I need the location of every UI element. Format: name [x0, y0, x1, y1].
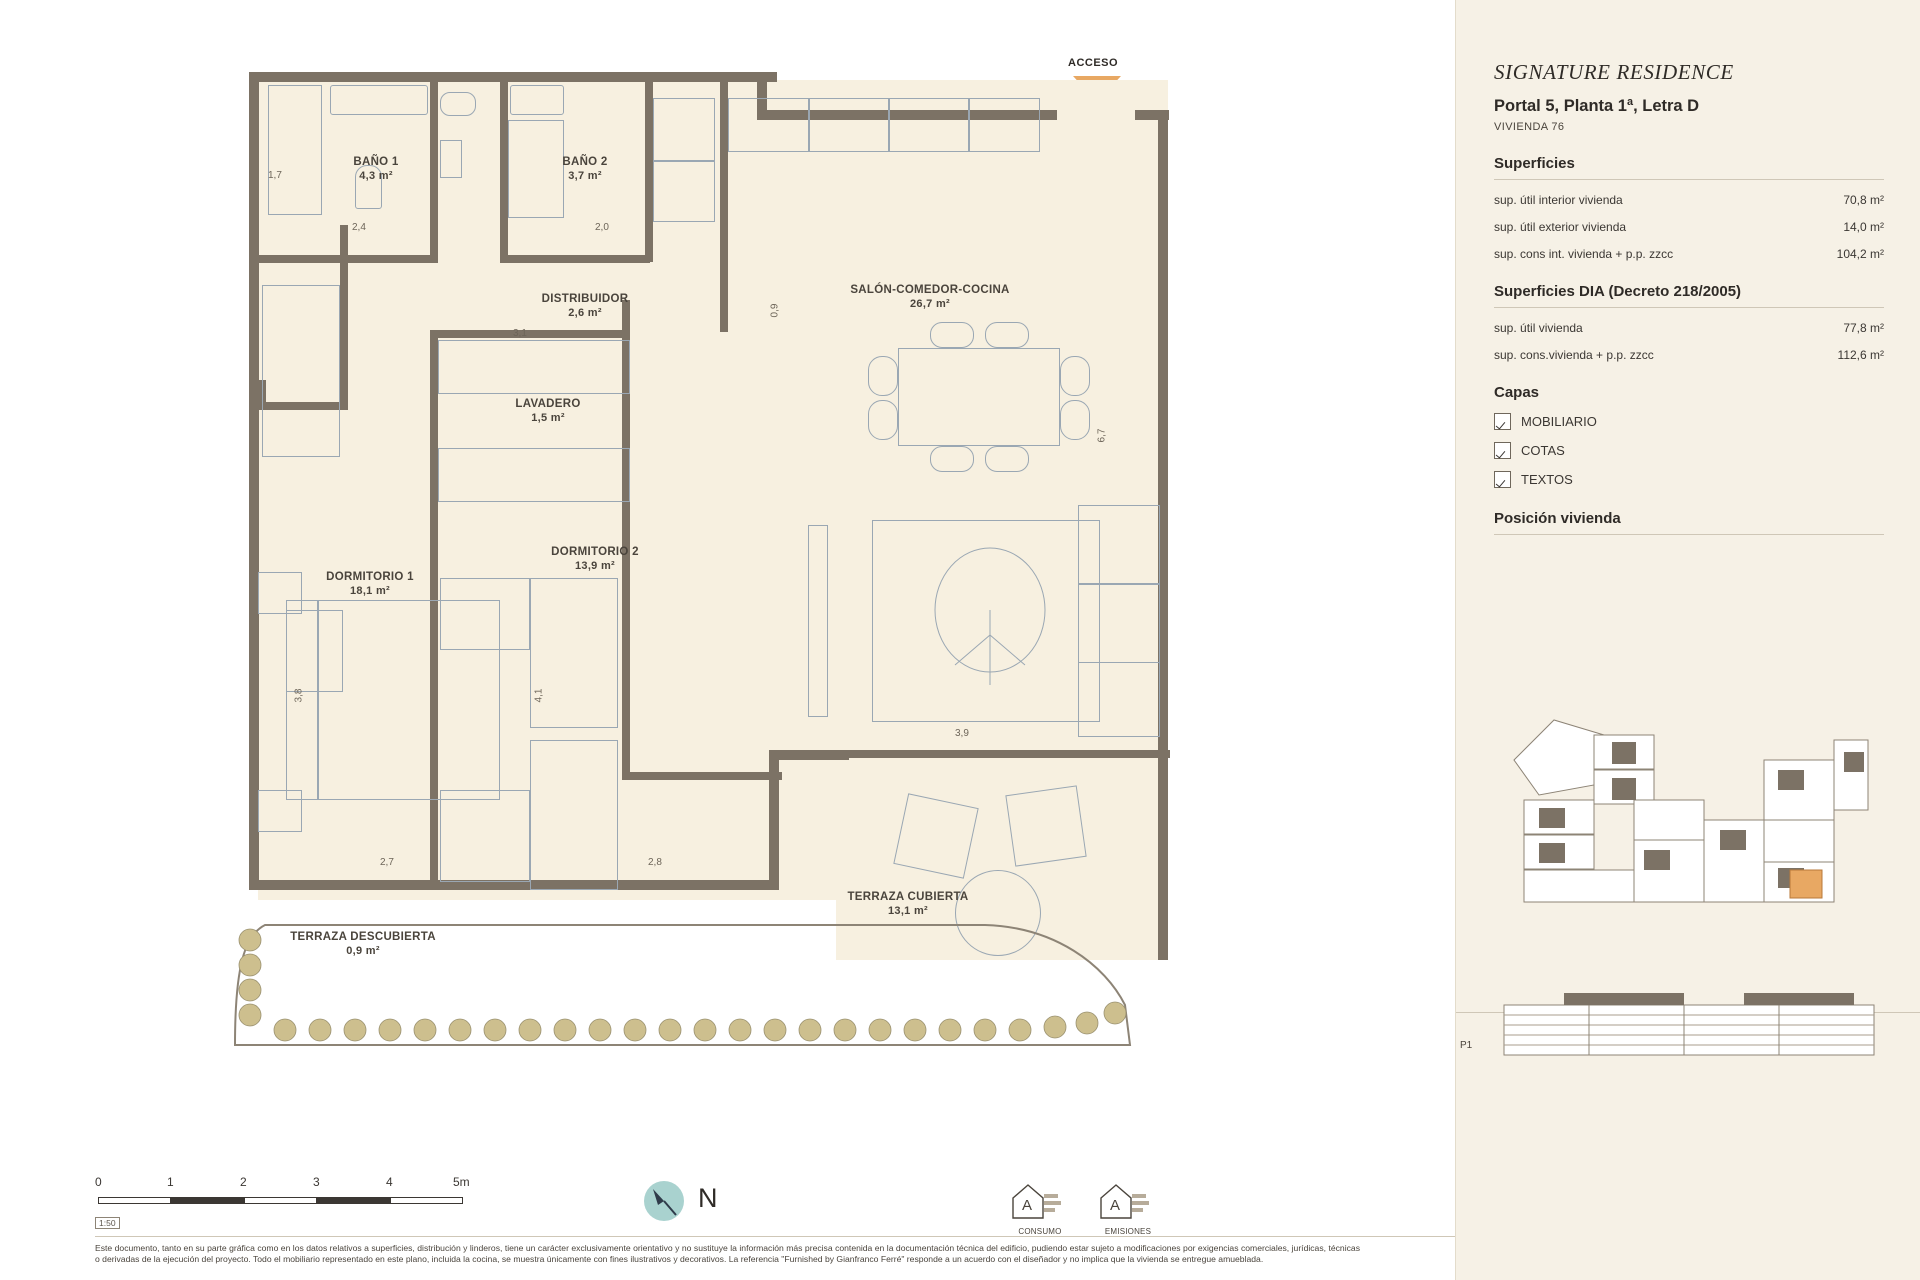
surface-label: sup. cons int. vivienda + p.p. zzcc: [1494, 247, 1674, 261]
kitchen-counter: [653, 160, 715, 222]
layer-label: TEXTOS: [1521, 472, 1573, 487]
room-label-distribuidor: [505, 292, 665, 320]
wall-partition: [500, 255, 650, 263]
scale-seg: [244, 1197, 317, 1204]
dining-chair: [1060, 356, 1090, 396]
scale-bar: [95, 1175, 495, 1228]
dining-table: [898, 348, 1060, 446]
room-label-dormitorio-1: [290, 570, 450, 598]
energy-emisiones: [1098, 1180, 1158, 1236]
wall-top-left: [249, 72, 777, 82]
bed-single: [530, 740, 618, 890]
surface-value: 14,0 m²: [1843, 220, 1884, 234]
room-label-salon: [790, 283, 1070, 311]
dimension-2-8: 2,8: [648, 857, 662, 868]
wall-left: [249, 72, 259, 890]
wardrobe: [440, 790, 530, 882]
wall-partition: [340, 225, 348, 405]
dining-chair: [868, 356, 898, 396]
dimension-2-7: 2,7: [380, 857, 394, 868]
shower-fixture: [268, 85, 322, 215]
desk: [440, 578, 530, 650]
room-area: 26,7 m²: [909, 298, 950, 310]
divider: [1494, 307, 1884, 308]
dimension-4-1: 4,1: [533, 688, 545, 703]
energy-consumo-label: CONSUMO: [1018, 1227, 1062, 1236]
scale-seg: [317, 1197, 390, 1204]
room-name: BAÑO 2: [562, 156, 608, 168]
dining-chair: [1060, 400, 1090, 440]
layer-toggle-textos[interactable]: [1494, 471, 1884, 488]
nightstand: [258, 790, 302, 832]
wall-partition: [430, 330, 630, 338]
tv-unit: [808, 525, 828, 717]
room-area: 2,6 m²: [568, 307, 602, 319]
scale-seg: [390, 1197, 463, 1204]
unit-subtitle: Portal 5, Planta 1ª, Letra D: [1494, 97, 1700, 115]
room-name: DORMITORIO 1: [326, 571, 414, 583]
room-label-bano-1: [316, 155, 436, 183]
wall-terrace-top: [840, 750, 1170, 758]
surface-dia-row: [1494, 348, 1884, 362]
pillow: [286, 610, 343, 692]
room-name: DORMITORIO 2: [551, 546, 639, 558]
scale-tick-2: 2: [240, 1175, 247, 1189]
scale-seg: [171, 1197, 244, 1204]
terrace-armchair: [1005, 785, 1086, 866]
dimension-3-8: 3,8: [293, 688, 305, 703]
room-name: TERRAZA CUBIERTA: [847, 891, 969, 903]
room-name: BAÑO 1: [353, 156, 399, 168]
layers-heading: Capas: [1494, 384, 1540, 401]
wardrobe: [262, 285, 340, 457]
building-elevation: [1494, 985, 1884, 1060]
surface-value: 77,8 m²: [1843, 321, 1884, 335]
room-area: 0,9 m²: [346, 945, 380, 957]
room-area: 13,9 m²: [574, 560, 615, 572]
scale-ratio: 1:50: [95, 1217, 120, 1229]
kitchen-counter: [888, 98, 970, 152]
garden-hedge: [225, 905, 1185, 1055]
room-name: DISTRIBUIDOR: [541, 293, 629, 305]
scale-tick-0: 0: [95, 1175, 102, 1189]
scale-seg: [98, 1197, 171, 1204]
dining-chair: [868, 400, 898, 440]
surface-value: 104,2 m²: [1836, 247, 1884, 261]
layer-label: MOBILIARIO: [1521, 414, 1597, 429]
north-label: N: [698, 1183, 718, 1213]
surface-row: [1494, 247, 1884, 261]
room-area: 13,1 m²: [887, 905, 928, 917]
layer-label: COTAS: [1521, 443, 1565, 458]
acceso-label: ACCESO: [1068, 57, 1119, 69]
scale-tick-4: 4: [386, 1175, 393, 1189]
divider: [1494, 179, 1884, 180]
dimension-1-7: 1,7: [268, 170, 282, 181]
layer-toggle-mobiliario[interactable]: [1494, 413, 1884, 430]
bed-single: [530, 578, 618, 728]
checkbox-icon[interactable]: [1494, 471, 1511, 488]
room-area: 4,3 m²: [359, 170, 393, 182]
dimension-2-4: 2,4: [352, 222, 366, 233]
room-name: LAVADERO: [515, 398, 581, 410]
dimension-2-0: 2,0: [595, 222, 609, 233]
dining-chair: [930, 446, 974, 472]
terrace-armchair: [893, 793, 978, 878]
sofa-cushion: [1078, 505, 1160, 585]
surface-value: 70,8 m²: [1843, 193, 1884, 207]
highlighted-unit: [1790, 870, 1822, 898]
energy-consumo: [1010, 1180, 1070, 1236]
room-area: 3,7 m²: [568, 170, 602, 182]
surface-label: sup. útil interior vivienda: [1494, 193, 1623, 207]
key-plan-diagram: [1494, 700, 1884, 920]
energy-emisiones-label: EMISIONES: [1104, 1227, 1152, 1236]
room-area: 18,1 m²: [349, 585, 390, 597]
room-area: 1,5 m²: [531, 412, 565, 424]
kitchen-counter: [808, 98, 890, 152]
room-label-bano-2: [525, 155, 645, 183]
compass-icon: [640, 1178, 700, 1224]
kitchen-counter: [653, 98, 715, 162]
kitchen-counter: [968, 98, 1040, 152]
dining-chair: [985, 446, 1029, 472]
checkbox-icon[interactable]: [1494, 442, 1511, 459]
wall-partition: [500, 72, 508, 262]
key-plan[interactable]: [1494, 700, 1884, 920]
checkbox-icon[interactable]: [1494, 413, 1511, 430]
surface-value: 112,6 m²: [1837, 348, 1884, 362]
house-icon: [1010, 1180, 1062, 1222]
svg-text:A: A: [1110, 1197, 1121, 1214]
surface-label: sup. útil exterior vivienda: [1494, 220, 1627, 234]
wall-seg: [769, 750, 779, 890]
room-name: TERRAZA DESCUBIERTA: [290, 931, 436, 943]
scale-tick-3: 3: [313, 1175, 320, 1189]
dimension-6-7: 6,7: [1096, 428, 1108, 443]
dining-chair: [930, 322, 974, 348]
dimension-3-1: 3,1: [513, 328, 527, 339]
closet: [438, 340, 630, 394]
wall-right-upper: [1158, 110, 1168, 430]
sink-fixture: [510, 85, 564, 115]
scale-tick-5: 5m: [453, 1175, 470, 1189]
dimension-3-9: 3,9: [955, 728, 969, 739]
layer-toggle-cotas[interactable]: [1494, 442, 1884, 459]
surface-dia-row: [1494, 321, 1884, 335]
divider: [1494, 534, 1884, 535]
unit-number: VIVIENDA 76: [1494, 121, 1565, 133]
surface-row: [1494, 193, 1884, 207]
info-panel: [1455, 0, 1920, 1280]
wall-partition: [622, 772, 782, 780]
disclaimer-text: Este documento, tanto en su parte gráfica como en los datos relativos a superficies, distribución y linderos, tiene un carácter exclusivamente orientativo y no sustituye la información más precisa contenida en la documentación técnica del edificio, pudiendo estar sujeto a modificaciones por exigencias comerciales, jurídicas, técnicas o derivadas de la ejecución del proyecto. Todo el mobiliario representado en este plano, incluida la cocina, se muestra únicamente con fines ilustrativos y decorativos. La referencia "Furnished by Gianfranco Ferré" responde a un acuerdo con el diseñador y no implica que la vivienda se entregue amueblada.: [95, 1243, 1360, 1264]
surface-label: sup. cons.vivienda + p.p. zzcc: [1494, 348, 1654, 362]
position-heading: Posición vivienda: [1494, 510, 1621, 527]
surface-row: [1494, 220, 1884, 234]
closet: [438, 448, 630, 502]
surfaces-dia-heading: Superficies DIA (Decreto 218/2005): [1494, 283, 1742, 300]
wall-partition: [258, 255, 438, 263]
room-name: SALÓN-COMEDOR-COCINA: [850, 284, 1010, 296]
room-label-lavadero: [478, 397, 618, 425]
wall-partition: [645, 72, 653, 262]
svg-text:A: A: [1022, 1197, 1033, 1214]
wall-partition: [430, 330, 438, 450]
sofa-cushion: [1078, 583, 1160, 663]
toilet-fixture: [440, 140, 462, 178]
surfaces-heading: Superficies: [1494, 155, 1575, 172]
elevation-diagram: [1494, 985, 1884, 1060]
floor-label: P1: [1460, 1040, 1473, 1051]
house-icon: [1098, 1180, 1150, 1222]
wall-seg: [769, 750, 849, 760]
dimension-0-9: 0,9: [769, 303, 781, 318]
bathtub-fixture: [330, 85, 428, 115]
surface-label: sup. útil vivienda: [1494, 321, 1583, 335]
decor-plant-icon: [900, 545, 1080, 695]
dining-chair: [985, 322, 1029, 348]
sink-fixture: [440, 92, 476, 116]
footer-divider: [95, 1236, 1455, 1237]
kitchen-counter: [728, 98, 810, 152]
wall-partition: [720, 72, 728, 332]
scale-tick-1: 1: [167, 1175, 174, 1189]
room-label-dormitorio-2: [515, 545, 675, 573]
residence-title: SIGNATURE RESIDENCE: [1494, 60, 1734, 84]
north-arrow: [640, 1178, 760, 1224]
